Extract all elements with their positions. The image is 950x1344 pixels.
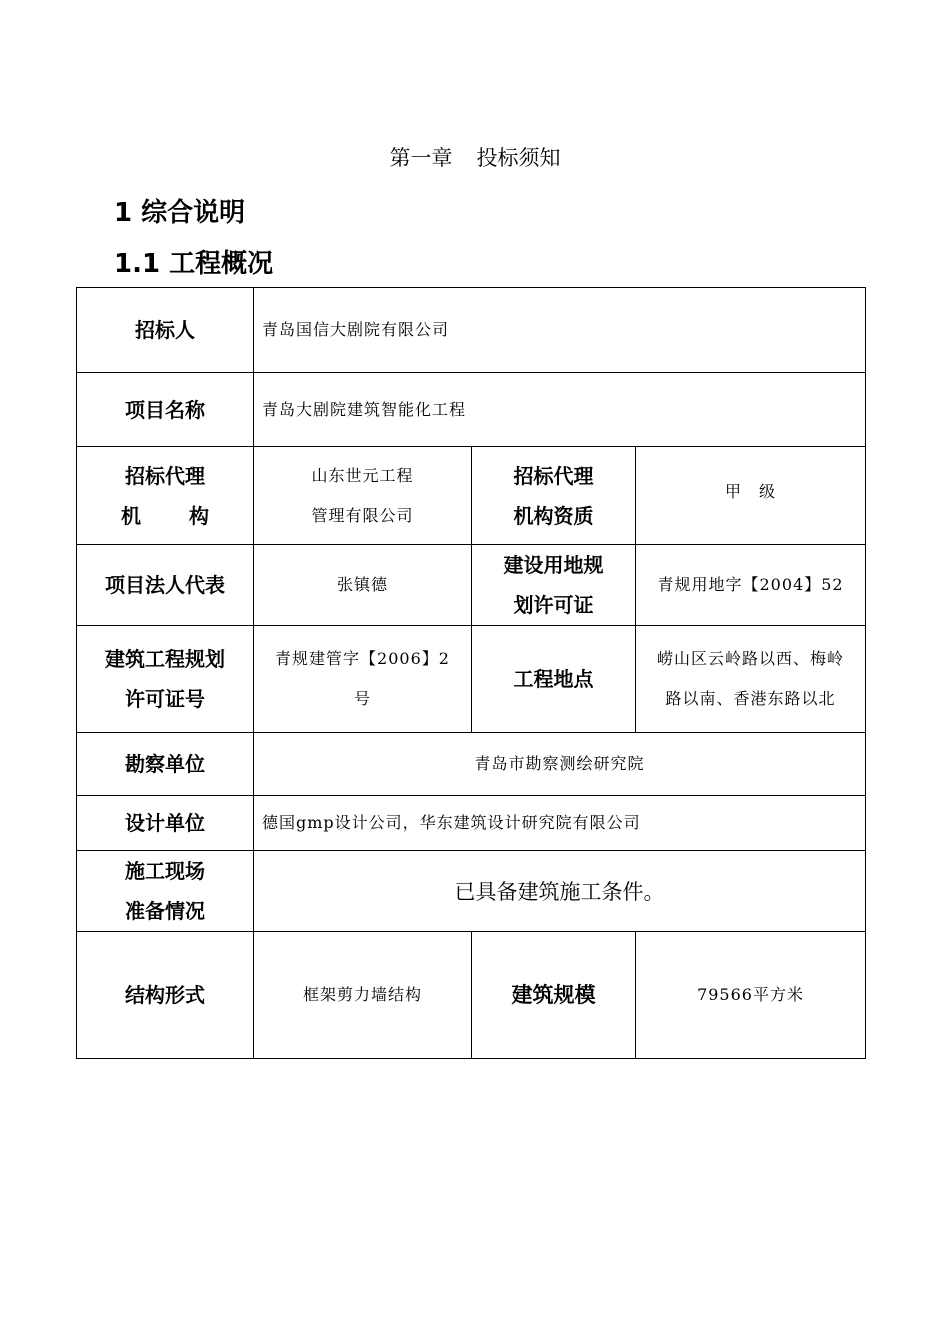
- site-value: [636, 626, 866, 733]
- table-row: [77, 733, 866, 796]
- land-permit-label: [472, 545, 636, 626]
- agency-qualification-value: 甲 级: [636, 447, 866, 545]
- build-permit-label-line2: 许可证号: [125, 687, 205, 711]
- agency-label-char-a: 机: [121, 503, 141, 528]
- table-row: [77, 796, 866, 851]
- build-permit-value-line2: 号: [353, 689, 371, 708]
- agency-label-char-b: 构: [189, 503, 209, 528]
- site-value-line1: 崂山区云岭路以西、梅岭: [657, 649, 845, 668]
- table-row: [77, 932, 866, 1059]
- build-permit-label-line1: 建筑工程规划: [105, 647, 225, 671]
- design-value: 德国gmp设计公司，华东建筑设计研究院有限公司: [254, 796, 866, 851]
- site-prep-label: [77, 851, 254, 932]
- project-overview-table: [76, 287, 866, 1059]
- chapter-heading: [0, 142, 950, 172]
- table-row: [77, 851, 866, 932]
- table-row: [77, 447, 866, 545]
- survey-value: 青岛市勘察测绘研究院: [254, 733, 866, 796]
- survey-label: 勘察单位: [77, 733, 254, 796]
- agency-qual-label-line2: 机构资质: [513, 503, 594, 528]
- agency-value-line1: 山东世元工程: [311, 465, 414, 485]
- legal-rep-label: 项目法人代表: [77, 545, 254, 626]
- legal-rep-value: 张镇德: [254, 545, 472, 626]
- tenderer-label: 招标人: [77, 288, 254, 373]
- project-name-label: 项目名称: [77, 373, 254, 447]
- agency-value-line2: 管理有限公司: [311, 505, 414, 525]
- prep-label-line1: 施工现场: [125, 859, 205, 883]
- site-label: 工程地点: [472, 626, 636, 733]
- agency-label-line2: [77, 496, 253, 536]
- site-prep-value: 已具备建筑施工条件。: [254, 851, 866, 932]
- subsection-heading: 1.1 工程概况: [114, 249, 274, 279]
- agency-value: [254, 447, 472, 545]
- build-permit-label: [77, 626, 254, 733]
- chapter-title: 投标须知: [476, 146, 561, 170]
- site-value-line2: 路以南、香港东路以北: [665, 689, 836, 708]
- agency-label-line1: 招标代理: [125, 463, 205, 488]
- table-row: [77, 626, 866, 733]
- land-permit-label-line1: 建设用地规: [503, 553, 604, 577]
- agency-qualification-label: [472, 447, 636, 545]
- build-permit-value: [254, 626, 472, 733]
- section-heading: 1 综合说明: [114, 198, 246, 228]
- design-label: 设计单位: [77, 796, 254, 851]
- table-row: [77, 373, 866, 447]
- scale-value: 79566平方米: [636, 932, 866, 1059]
- land-permit-value: 青规用地字【2004】52: [636, 545, 866, 626]
- agency-label: [77, 447, 254, 545]
- prep-label-line2: 准备情况: [125, 899, 205, 923]
- build-permit-value-line1: 青规建管字【2006】2: [275, 649, 450, 668]
- table-row: [77, 545, 866, 626]
- scale-label: 建筑规模: [472, 932, 636, 1059]
- structure-value: 框架剪力墙结构: [254, 932, 472, 1059]
- tenderer-value: 青岛国信大剧院有限公司: [254, 288, 866, 373]
- chapter-number: 第一章: [389, 146, 453, 170]
- project-name-value: 青岛大剧院建筑智能化工程: [254, 373, 866, 447]
- agency-qual-label-line1: 招标代理: [513, 463, 594, 488]
- table-row: [77, 288, 866, 373]
- land-permit-label-line2: 划许可证: [513, 593, 594, 617]
- structure-label: 结构形式: [77, 932, 254, 1059]
